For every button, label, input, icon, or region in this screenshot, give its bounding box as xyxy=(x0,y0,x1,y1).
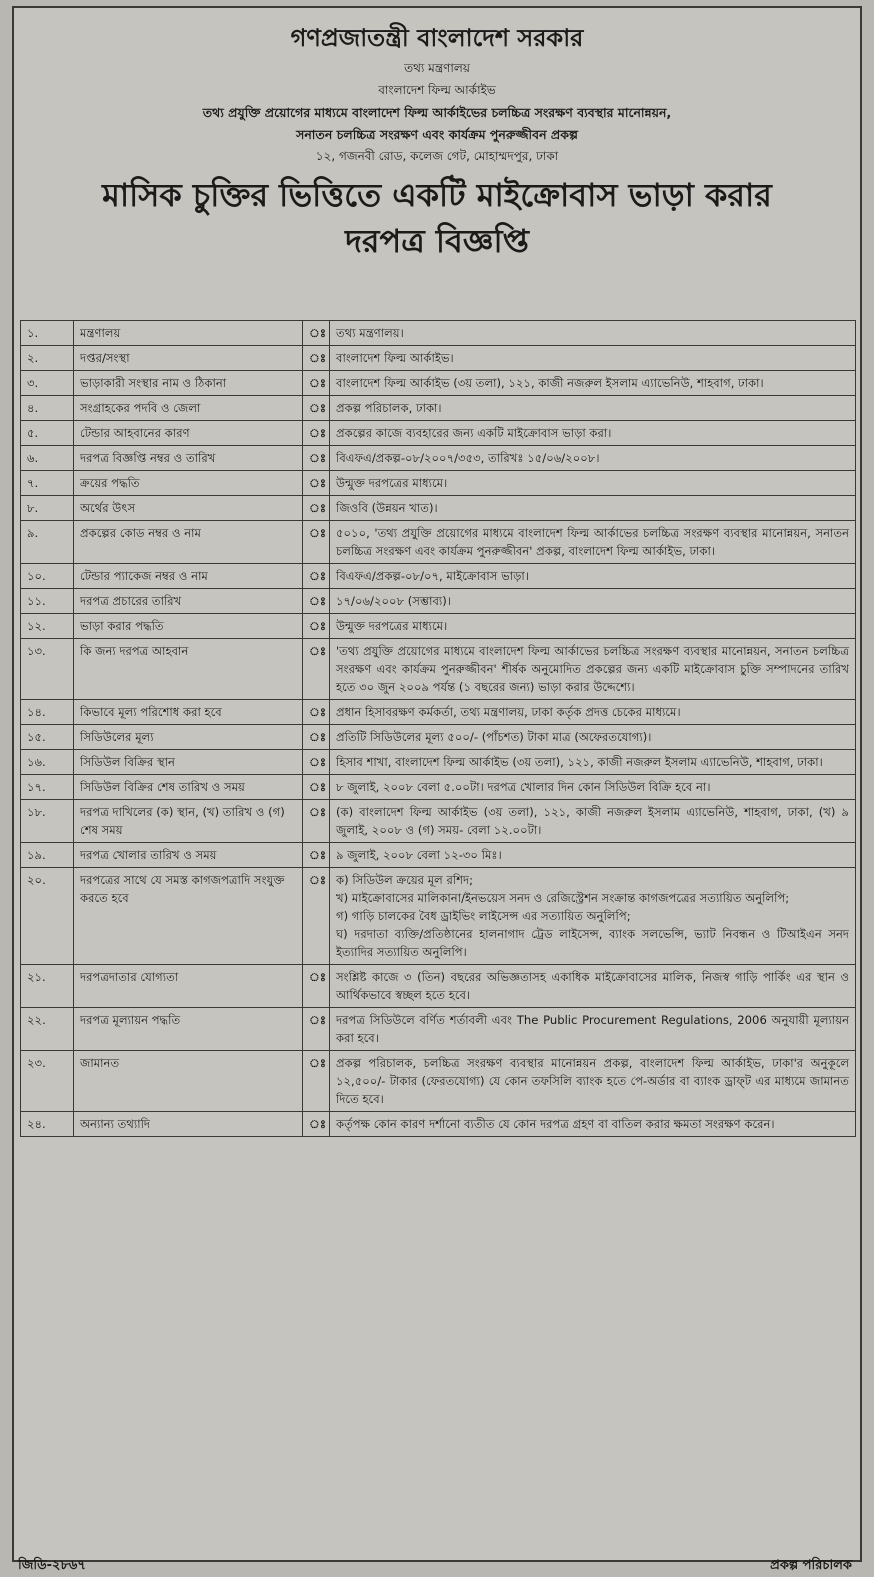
row-label: ভাড়াকারী সংস্থার নাম ও ঠিকানা xyxy=(74,371,303,396)
row-value: 'তথ্য প্রযুক্তি প্রয়োগের মাধ্যমে বাংলাদেশ ফিল্ম আর্কাভের চলচ্চিত্র সংরক্ষণ ব্যবস্থার মানোন্নয়ন, সনাতন চলচ্চিত্র সংরক্ষণ এবং কার্যক্রম পুনরুজ্জীবন' শীর্ষক অনুমোদিত প্রকল্পের জন্য একটি মাইক্রোবাস চুক্তি সম্পাদনের তারিখ হতে ৩০ জুন ২০০৯ পর্যন্ত (১ বছরের জন্য) ভাড়া করার উদ্দেশ্যে। xyxy=(330,639,856,700)
table-row xyxy=(21,396,856,421)
row-separator: ঃ xyxy=(303,421,330,446)
row-separator: ঃ xyxy=(303,843,330,868)
row-separator: ঃ xyxy=(303,521,330,564)
row-separator: ঃ xyxy=(303,321,330,346)
tender-notice xyxy=(12,6,862,1562)
row-separator: ঃ xyxy=(303,346,330,371)
row-label: টেন্ডার প্যাকেজ নম্বর ও নাম xyxy=(74,564,303,589)
row-label: জামানত xyxy=(74,1051,303,1112)
row-number: ১. xyxy=(21,321,74,346)
row-separator: ঃ xyxy=(303,750,330,775)
table-row xyxy=(21,1051,856,1112)
table-row xyxy=(21,564,856,589)
row-separator: ঃ xyxy=(303,965,330,1008)
row-label: অর্থের উৎস xyxy=(74,496,303,521)
signatory: প্রকল্প পরিচালক xyxy=(770,1558,852,1573)
notice-header xyxy=(14,8,860,262)
gd-code: জিডি-২৮৬৭ xyxy=(18,1558,86,1573)
table-row xyxy=(21,496,856,521)
row-number: ২০. xyxy=(21,868,74,965)
row-value: ৯ জুলাই, ২০০৮ বেলা ১২-৩০ মিঃ। xyxy=(330,843,856,868)
table-row xyxy=(21,800,856,843)
table-row xyxy=(21,471,856,496)
notice-title-line2: দরপত্র বিজ্ঞপ্তি xyxy=(345,222,529,260)
notice-title-line1: মাসিক চুক্তির ভিত্তিতে একটি মাইক্রোবাস ভাড়া করার xyxy=(102,176,772,214)
organization-name: বাংলাদেশ ফিল্ম আর্কাইভ xyxy=(378,83,496,97)
row-value: বাংলাদেশ ফিল্ম আর্কাইভ। xyxy=(330,346,856,371)
table-row xyxy=(21,446,856,471)
row-number: ১৩. xyxy=(21,639,74,700)
row-label: কি জন্য দরপত্র আহবান xyxy=(74,639,303,700)
row-number: ৮. xyxy=(21,496,74,521)
table-row xyxy=(21,965,856,1008)
row-separator: ঃ xyxy=(303,496,330,521)
row-number: ১৬. xyxy=(21,750,74,775)
government-name: গণপ্রজাতন্ত্রী বাংলাদেশ সরকার xyxy=(290,24,584,52)
table-row xyxy=(21,321,856,346)
table-row xyxy=(21,614,856,639)
row-number: ২২. xyxy=(21,1008,74,1051)
row-value: বাংলাদেশ ফিল্ম আর্কাইভ (৩য় তলা), ১২১, কাজী নজরুল ইসলাম এ্যাভেনিউ, শাহবাগ, ঢাকা। xyxy=(330,371,856,396)
row-value: ১৭/০৬/২০০৮ (সম্ভাব্য)। xyxy=(330,589,856,614)
row-number: ৯. xyxy=(21,521,74,564)
row-number: ১৭. xyxy=(21,775,74,800)
row-label: অন্যান্য তথ্যাদি xyxy=(74,1112,303,1137)
office-address: ১২, গজনবী রোড, কলেজ গেট, মোহাম্মদপুর, ঢাকা xyxy=(315,149,559,163)
row-value: প্রকল্পের কাজে ব্যবহারের জন্য একটি মাইক্রোবাস ভাড়া করা। xyxy=(330,421,856,446)
row-value: প্রকল্প পরিচালক, চলচ্চিত্র সংরক্ষণ ব্যবস্থার মানোন্নয়ন প্রকল্প, বাংলাদেশ ফিল্ম আর্কাইভ, ঢাকা'র অনুকূলে ১২,৫০০/- টাকার (ফেরতযোগ্য) যে কোন তফসিলি ব্যাংক হতে পে-অর্ডার বা ব্যাংক ড্রাফ্‌ট এর মাধ্যমে জামানত দিতে হবে। xyxy=(330,1051,856,1112)
row-label: প্রকল্পের কোড নম্বর ও নাম xyxy=(74,521,303,564)
row-separator: ঃ xyxy=(303,725,330,750)
row-value: তথ্য মন্ত্রণালয়। xyxy=(330,321,856,346)
row-value: ৫০১০, 'তথ্য প্রযুক্তি প্রয়োগের মাধ্যমে বাংলাদেশ ফিল্ম আর্কাভের চলচ্চিত্র সংরক্ষণ ব্যবস্থার মানোন্নয়ন, সনাতন চলচ্চিত্র সংরক্ষণ এবং কার্যক্রম পুনরুজ্জীবন' প্রকল্প, বাংলাদেশ ফিল্ম আর্কাইভ, ঢাকা। xyxy=(330,521,856,564)
row-label: সিডিউল বিক্রির শেষ তারিখ ও সময় xyxy=(74,775,303,800)
row-label: দপ্তর/সংস্থা xyxy=(74,346,303,371)
table-row xyxy=(21,521,856,564)
row-separator: ঃ xyxy=(303,1051,330,1112)
required-document-item: ক) সিডিউল ক্রয়ের মূল রশিদ; xyxy=(336,873,474,887)
row-separator: ঃ xyxy=(303,775,330,800)
row-label: সংগ্রাহকের পদবি ও জেলা xyxy=(74,396,303,421)
row-separator: ঃ xyxy=(303,564,330,589)
row-separator: ঃ xyxy=(303,589,330,614)
ministry-name: তথ্য মন্ত্রণালয় xyxy=(404,61,470,75)
row-value: ৮ জুলাই, ২০০৮ বেলা ৫.০০টা। দরপত্র খোলার দিন কোন সিডিউল বিক্রি হবে না। xyxy=(330,775,856,800)
row-number: ১৫. xyxy=(21,725,74,750)
row-label: সিডিউল বিক্রির স্থান xyxy=(74,750,303,775)
row-label: মন্ত্রণালয় xyxy=(74,321,303,346)
row-separator: ঃ xyxy=(303,371,330,396)
row-number: ২. xyxy=(21,346,74,371)
row-number: ১৯. xyxy=(21,843,74,868)
row-number: ১১. xyxy=(21,589,74,614)
row-value: হিসাব শাখা, বাংলাদেশ ফিল্ম আর্কাইভ (৩য় তলা), ১২১, কাজী নজরুল ইসলাম এ্যাভেনিউ, শাহবাগ, ঢাকা। xyxy=(330,750,856,775)
table-row xyxy=(21,1008,856,1051)
tender-details-table xyxy=(20,320,856,1137)
required-document-item: খ) মাইক্রোবাসের মালিকানা/ইনভয়েস সনদ ও রেজিস্ট্রেশন সংক্রান্ত কাগজপত্রের সত্যায়িত অনুলিপি; xyxy=(336,891,790,905)
table-row xyxy=(21,421,856,446)
table-row xyxy=(21,1112,856,1137)
project-name-line1: তথ্য প্রযুক্তি প্রয়োগের মাধ্যমে বাংলাদেশ ফিল্ম আর্কাইভের চলচ্চিত্র সংরক্ষণ ব্যবস্থার মানোন্নয়ন, xyxy=(202,105,672,120)
row-label: দরপত্র মূল্যায়ন পদ্ধতি xyxy=(74,1008,303,1051)
row-number: ৬. xyxy=(21,446,74,471)
row-label: দরপত্র প্রচারের তারিখ xyxy=(74,589,303,614)
row-number: ১২. xyxy=(21,614,74,639)
row-separator: ঃ xyxy=(303,1112,330,1137)
row-value: কর্তৃপক্ষ কোন কারণ দর্শানো ব্যতীত যে কোন দরপত্র গ্রহণ বা বাতিল করার ক্ষমতা সংরক্ষণ করেন। xyxy=(330,1112,856,1137)
row-label: দরপত্র বিজ্ঞপ্তি নম্বর ও তারিখ xyxy=(74,446,303,471)
row-label: দরপত্রের সাথে যে সমস্ত কাগজপত্রাদি সংযুক্ত করতে হবে xyxy=(74,868,303,965)
row-separator: ঃ xyxy=(303,471,330,496)
row-separator: ঃ xyxy=(303,396,330,421)
row-separator: ঃ xyxy=(303,800,330,843)
row-number: ৫. xyxy=(21,421,74,446)
row-separator: ঃ xyxy=(303,446,330,471)
row-label: ক্রয়ের পদ্ধতি xyxy=(74,471,303,496)
row-label: ভাড়া করার পদ্ধতি xyxy=(74,614,303,639)
row-number: ৪. xyxy=(21,396,74,421)
row-label: টেন্ডার আহবানের কারণ xyxy=(74,421,303,446)
required-document-item: ঘ) দরদাতা ব্যক্তি/প্রতিষ্ঠানের হালনাগাদ ট্রেড লাইসেন্স, ব্যাংক সলভেন্সি, ভ্যাট নিবন্ধন ও টিআইএন সনদ ইত্যাদির সত্যায়িত অনুলিপি। xyxy=(336,927,849,959)
row-value xyxy=(330,868,856,965)
row-separator: ঃ xyxy=(303,639,330,700)
row-value: প্রতিটি সিডিউলের মূল্য ৫০০/- (পাঁচশত) টাকা মাত্র (অফেরতযোগ্য)। xyxy=(330,725,856,750)
row-number: ৩. xyxy=(21,371,74,396)
table-row xyxy=(21,843,856,868)
row-separator: ঃ xyxy=(303,700,330,725)
row-label: সিডিউলের মূল্য xyxy=(74,725,303,750)
row-value: উন্মুক্ত দরপত্রের মাধ্যমে। xyxy=(330,471,856,496)
row-number: ১৮. xyxy=(21,800,74,843)
table-row xyxy=(21,750,856,775)
row-value: প্রধান হিসাবরক্ষণ কর্মকর্তা, তথ্য মন্ত্রণালয়, ঢাকা কর্তৃক প্রদত্ত চেকের মাধ্যমে। xyxy=(330,700,856,725)
table-row xyxy=(21,868,856,965)
row-value: জিওবি (উন্নয়ন খাত)। xyxy=(330,496,856,521)
row-number: ৭. xyxy=(21,471,74,496)
row-value: দরপত্র সিডিউলে বর্ণিত শর্তাবলী এবং The Public Procurement Regulations, 2006 অনুযায়ী মূল্যায়ন করা হবে। xyxy=(330,1008,856,1051)
row-label: কিভাবে মূল্য পরিশোধ করা হবে xyxy=(74,700,303,725)
row-value: বিএফএ/প্রকল্প-০৮/০৭, মাইক্রোবাস ভাড়া। xyxy=(330,564,856,589)
row-value: উন্মুক্ত দরপত্রের মাধ্যমে। xyxy=(330,614,856,639)
row-value: (ক) বাংলাদেশ ফিল্ম আর্কাইভ (৩য় তলা), ১২১, কাজী নজরুল ইসলাম এ্যাভেনিউ, শাহবাগ, ঢাকা, (খ) ৯ জুলাই, ২০০৮ ও (গ) সময়- বেলা ১২.০০টা। xyxy=(330,800,856,843)
table-row xyxy=(21,346,856,371)
row-number: ১৪. xyxy=(21,700,74,725)
row-label: দরপত্র খোলার তারিখ ও সময় xyxy=(74,843,303,868)
row-value: সংশ্লিষ্ট কাজে ৩ (তিন) বছরের অভিজ্ঞতাসহ একাধিক মাইক্রোবাসের মালিক, নিজস্ব গাড়ি পার্কিং এর স্থান ও আর্থিকভাবে স্বচ্ছল হতে হবে। xyxy=(330,965,856,1008)
row-label: দরপত্রদাতার যোগ্যতা xyxy=(74,965,303,1008)
row-number: ১০. xyxy=(21,564,74,589)
row-label: দরপত্র দাখিলের (ক) স্থান, (খ) তারিখ ও (গ) শেষ সময় xyxy=(74,800,303,843)
required-document-item: গ) গাড়ি চালকের বৈধ ড্রাইভিং লাইসেন্স এর সত্যায়িত অনুলিপি; xyxy=(336,909,631,923)
row-separator: ঃ xyxy=(303,614,330,639)
table-row xyxy=(21,725,856,750)
table-row xyxy=(21,589,856,614)
table-row xyxy=(21,639,856,700)
row-number: ২১. xyxy=(21,965,74,1008)
row-separator: ঃ xyxy=(303,1008,330,1051)
table-row xyxy=(21,700,856,725)
table-row xyxy=(21,371,856,396)
row-separator: ঃ xyxy=(303,868,330,965)
project-name-line2: সনাতন চলচ্চিত্র সংরক্ষণ এবং কার্যক্রম পুনরুজ্জীবন প্রকল্প xyxy=(296,127,578,142)
table-row xyxy=(21,775,856,800)
row-value: প্রকল্প পরিচালক, ঢাকা। xyxy=(330,396,856,421)
row-number: ২৩. xyxy=(21,1051,74,1112)
row-value: বিএফএ/প্রকল্প-০৮/২০০৭/৩৫৩, তারিখঃ ১৫/০৬/২০০৮। xyxy=(330,446,856,471)
row-number: ২৪. xyxy=(21,1112,74,1137)
